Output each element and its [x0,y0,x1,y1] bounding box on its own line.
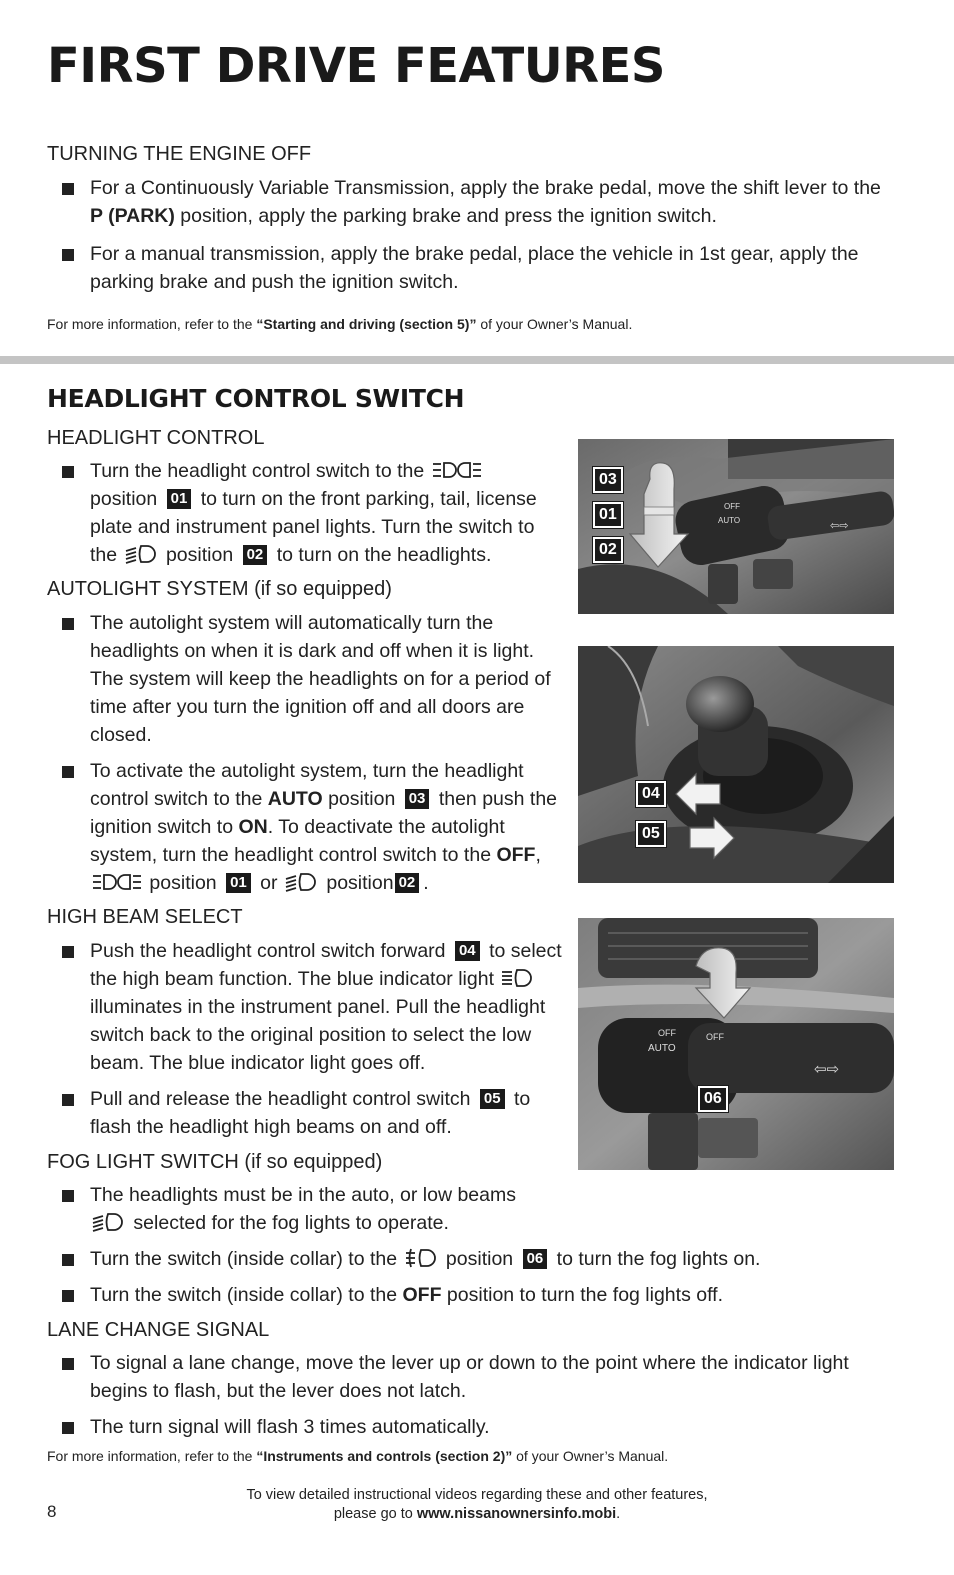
low-beam-icon [92,1212,126,1232]
bullet-square-icon [62,1254,74,1266]
bullet-square-icon [62,618,74,630]
position-badge: 01 [593,502,623,528]
list-item: To signal a lane change, move the lever up or down to the point where the indicator light begins to flash, but the lever does not latch. [62,1349,852,1405]
list-item: The turn signal will flash 3 times automatically. [62,1413,852,1441]
list-item: The autolight system will automatically turn the headlights on when it is dark and off when it is light. The system will keep the headlights on for a period of time after you turn the ignition off and all doors are closed. [62,609,562,749]
position-badge: 05 [480,1089,505,1109]
fog-light-heading: FOG LIGHT SWITCH (if so equipped) [47,1151,383,1173]
headlight-switch-photo [578,439,894,614]
bullet-square-icon [62,466,74,478]
position-badge: 02 [243,545,268,565]
position-badge: 06 [523,1249,548,1269]
high-beam-icon [501,968,535,988]
low-beam-icon [125,544,159,564]
svg-text:⇦⇨: ⇦⇨ [814,1060,840,1078]
list-item: Pull and release the headlight control switch 05 to flash the headlight high beams on and off. [62,1085,562,1141]
position-badge: 03 [405,789,430,809]
lane-change-heading: LANE CHANGE SIGNAL [47,1319,270,1341]
position-badge: 01 [226,873,251,893]
page-number: 8 [47,1502,57,1521]
list-item: To activate the autolight system, turn the headlight control switch to the AUTO position 03 then push the ignition switch to ON. To deactivate the autolight system, turn the headlight control switch to the OFF, position 01 or position 02 . [62,757,562,897]
position-badge: 04 [636,781,666,807]
off-label: OFF [724,502,740,511]
bullet-square-icon [62,1422,74,1434]
position-badge: 05 [636,821,666,847]
bullet-square-icon [62,1094,74,1106]
switch-photo-illustration [578,439,894,614]
off-label: OFF [706,1032,724,1042]
position-badge: 02 [395,873,420,893]
bullet-square-icon [62,946,74,958]
list-item: Turn the switch (inside collar) to the OFF position to turn the fog lights off. [62,1281,882,1309]
svg-text:⇦⇨: ⇦⇨ [830,519,849,532]
fog-light-switch-photo [578,918,894,1170]
section-title: HEADLIGHT CONTROL SWITCH [47,384,465,413]
fog-light-icon [405,1248,439,1268]
fog-photo-illustration [578,918,894,1170]
bullet-square-icon [62,1290,74,1302]
engine-off-heading: TURNING THE ENGINE OFF [47,143,312,165]
stalk-photo-illustration [578,646,894,883]
website-link[interactable]: www.nissanownersinfo.mobi [416,1506,617,1522]
section-divider [0,356,954,364]
page-title: FIRST DRIVE FEATURES [47,38,665,94]
high-beam-heading: HIGH BEAM SELECT [47,906,243,928]
list-item: The headlights must be in the auto, or low beams selected for the fog lights to operate. [62,1181,562,1237]
manual-reference-note: For more information, refer to the “Starting and driving (section 5)” of your Owner’s Manual. [47,316,633,332]
list-item: Turn the switch (inside collar) to the position 06 to turn the fog lights on. [62,1245,882,1273]
position-badge: 06 [698,1086,728,1112]
list-item: For a manual transmission, apply the brake pedal, place the vehicle in 1st gear, apply the parking brake and push the ignition switch. [62,240,907,296]
auto-label: AUTO [718,516,741,525]
position-badge: 01 [167,489,192,509]
low-beam-icon [285,872,319,892]
list-item: For a Continuously Variable Transmission, apply the brake pedal, move the shift lever to the P (PARK) position, apply the parking brake and press the ignition switch. [62,174,907,230]
bullet-square-icon [62,1358,74,1370]
auto-label: AUTO [648,1043,676,1054]
bullet-square-icon [62,766,74,778]
park-label: P (PARK) [90,205,175,227]
headlight-control-heading: HEADLIGHT CONTROL [47,427,265,449]
off-label: OFF [658,1028,676,1038]
bullet-square-icon [62,1190,74,1202]
bullet-square-icon [62,183,74,195]
bullet-square-icon [62,249,74,261]
position-badge: 03 [593,467,623,493]
list-item: Turn the headlight control switch to the position 01 to turn on the front parking, tail, license plate and instrument panel lights. Turn the switch to the position 02 to turn on the headlights. [62,457,562,569]
list-item: Push the headlight control switch forward 04 to select the high beam function. The blue indicator light illuminates in the instrument panel. Pull the headlight switch back to the original position to select the low beam. The blue indicator light goes off. [62,937,562,1077]
position-badge: 02 [593,537,623,563]
position-badge: 04 [455,941,480,961]
parking-light-icon [92,872,142,892]
autolight-heading: AUTOLIGHT SYSTEM (if so equipped) [47,578,392,600]
footer: To view detailed instructional videos regarding these and other features, please go to www.nissanownersinfo.mobi. [246,1487,708,1522]
high-beam-stalk-photo [578,646,894,883]
parking-light-icon [432,460,482,480]
manual-reference-note: For more information, refer to the “Instruments and controls (section 2)” of your Owner’s Manual. [47,1448,669,1464]
